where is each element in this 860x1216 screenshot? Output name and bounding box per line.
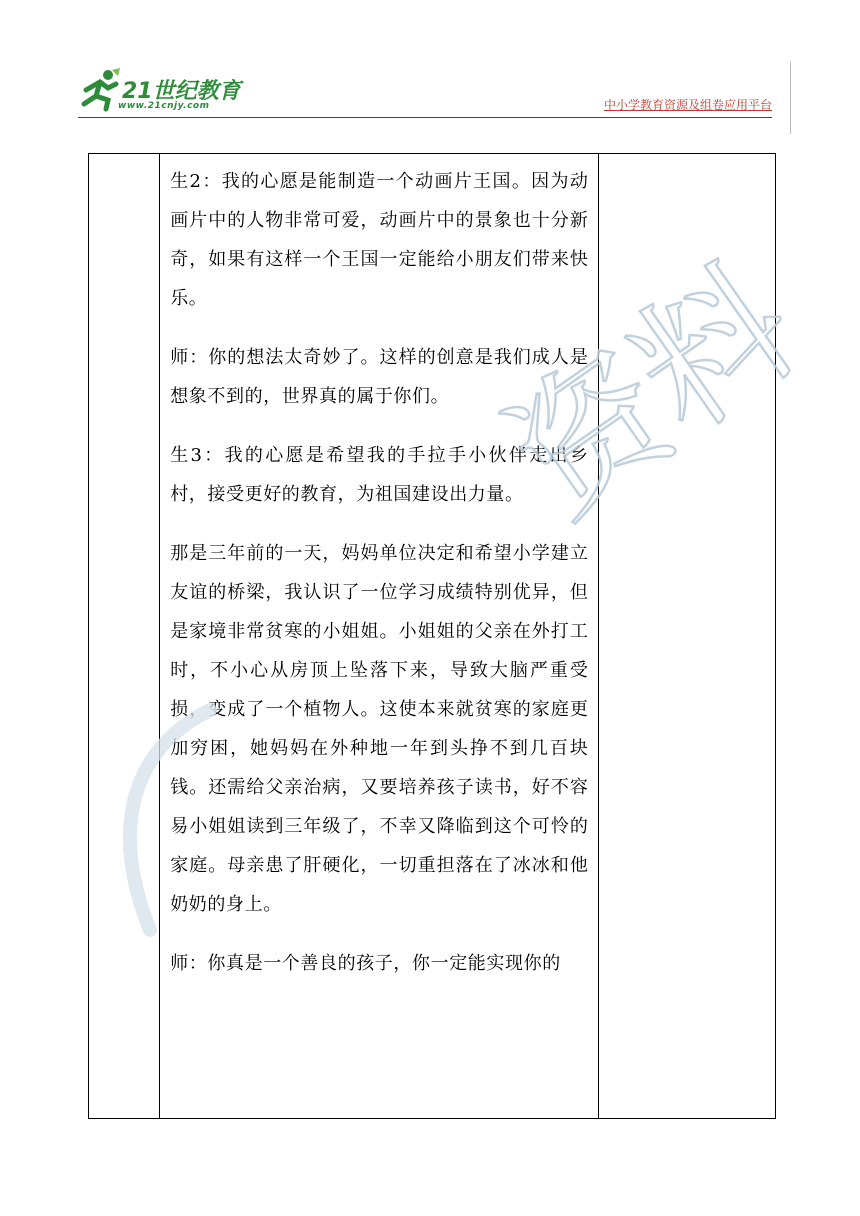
header-side-divider [790,62,791,134]
paragraph-student-3: 生3：我的心愿是希望我的手拉手小伙伴走出乡村，接受更好的教育，为祖国建设出力量。 [170,445,589,505]
dialogue-content [160,154,598,1117]
runner-logo-icon [78,68,122,110]
table-cell-content [160,154,599,1119]
logo-url-text: www.21cnjy.com [118,101,210,111]
header-divider [78,117,772,118]
lesson-table [88,153,776,1119]
paragraph-teacher-2: 师：你真是一个善良的孩子，你一定能实现你的 [170,953,561,974]
table-cell-right [599,154,776,1119]
logo-main-text: 21世纪教育 [122,79,241,104]
logo [78,68,258,112]
table-row [89,154,776,1119]
paragraph-teacher-1: 师：你的想法太奇妙了。这样的创意是我们成人是想象不到的，世界真的属于你们。 [170,347,589,407]
paragraph-story: 那是三年前的一天，妈妈单位决定和希望小学建立友谊的桥梁，我认识了一位学习成绩特别优异，但是家境非常贫寒的小姐姐。小姐姐的父亲在外打工时，不小心从房顶上坠落下来，导致大脑严重受损，变成了一个植物人。这使本来就贫寒的家庭更加穷困，她妈妈在外种地一年到头挣不到几百块钱。还需给父亲治病，又要培养孩子读书，好不容易小姐姐读到三年级了，不幸又降临到这个可怜的家庭。母亲患了肝硬化，一切重担落在了冰冰和他奶奶的身上。 [170,543,589,915]
paragraph-student-2: 生2：我的心愿是能制造一个动画片王国。因为动画片中的人物非常可爱，动画片中的景象也十分新奇，如果有这样一个王国一定能给小朋友们带来快乐。 [170,171,589,309]
watermark-text: 资料 [480,234,827,550]
page-header [0,0,860,130]
header-tagline[interactable]: 中小学教育资源及组卷应用平台 [603,98,772,112]
table-cell-left [89,154,160,1119]
